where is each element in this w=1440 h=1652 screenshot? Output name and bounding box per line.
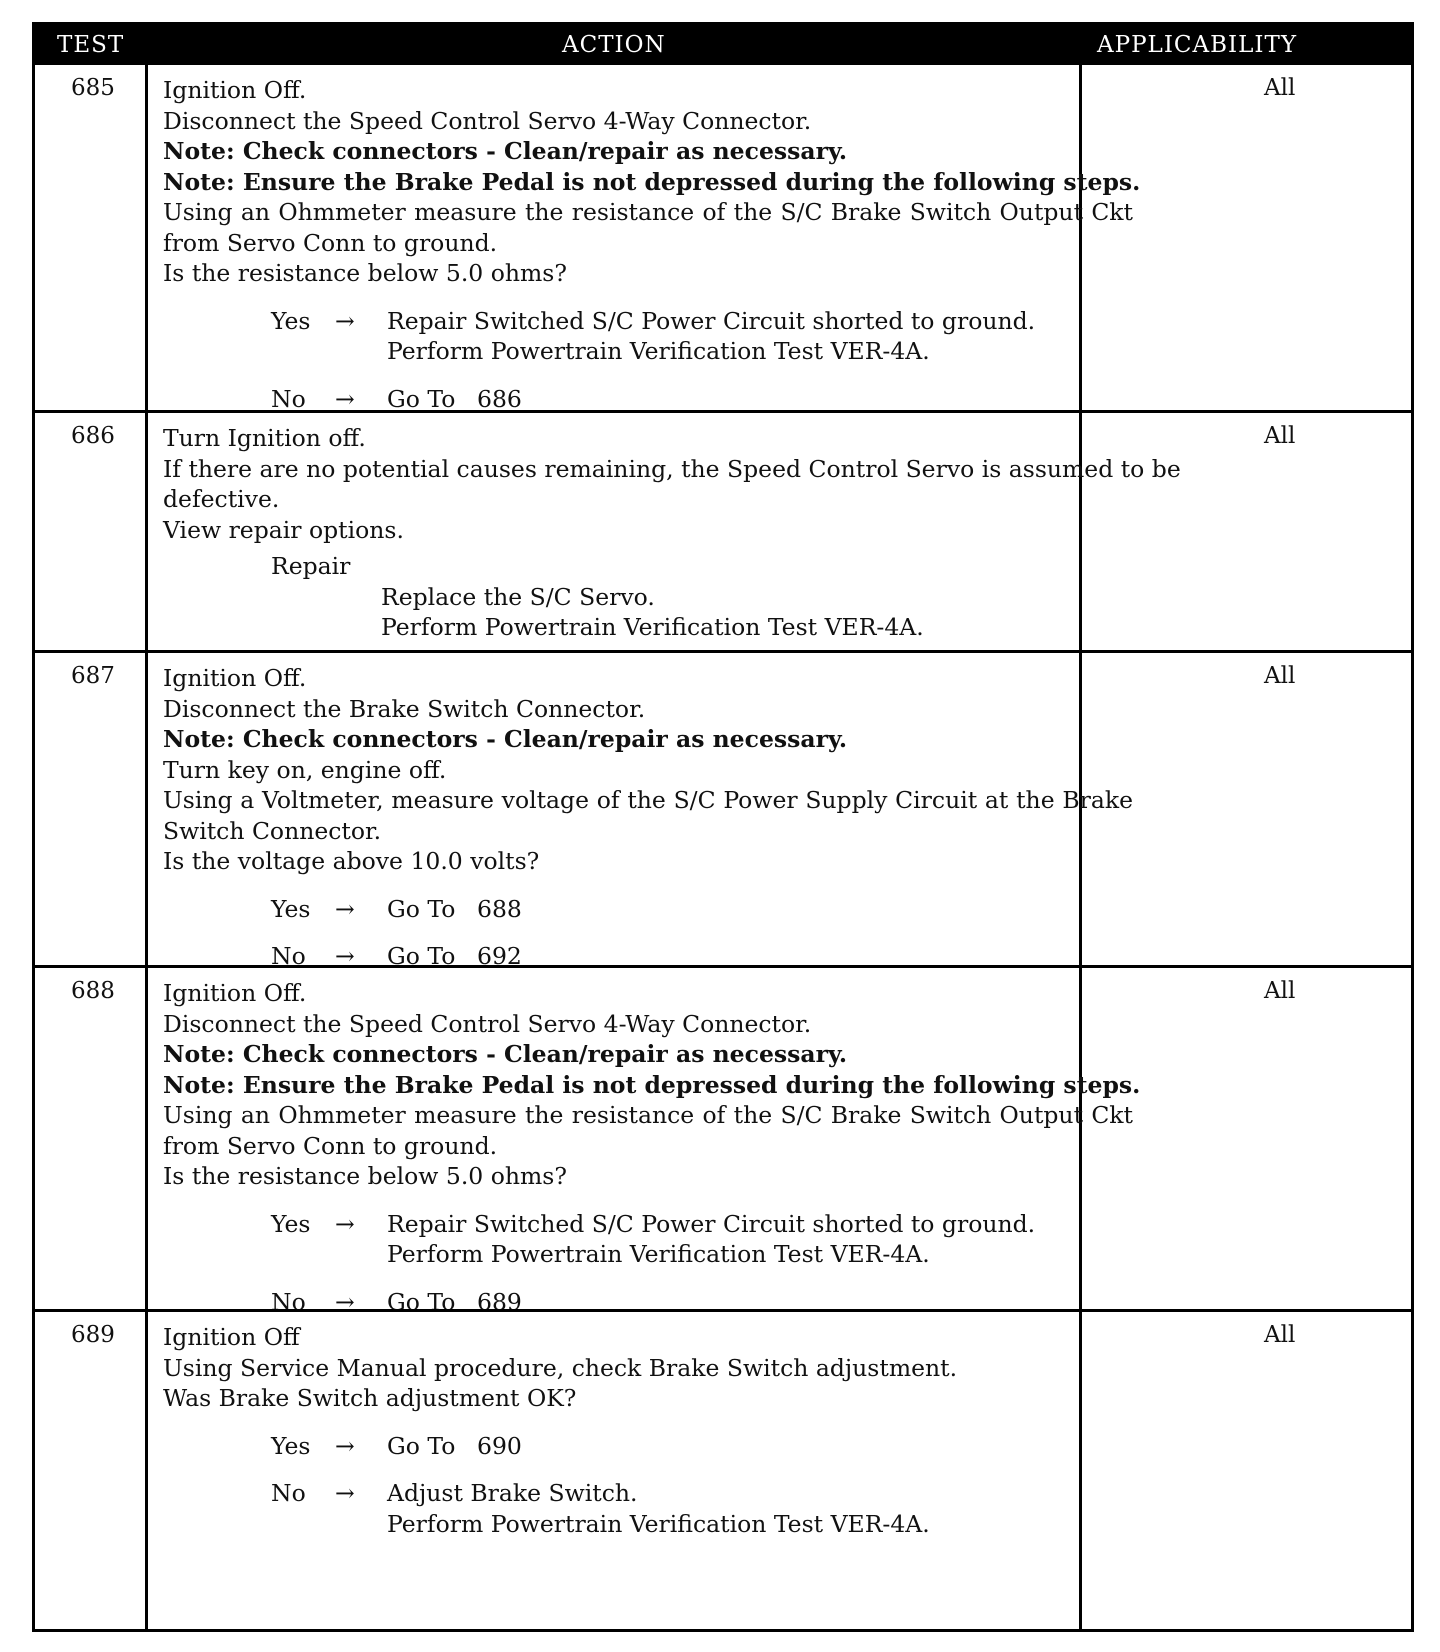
no-branch <box>163 1478 1133 1509</box>
action-line: Switch Connector. <box>163 816 382 845</box>
diagnostic-table <box>32 22 1414 1632</box>
test-number: 686 <box>71 423 115 449</box>
repair-text: Replace the S/C Servo. <box>381 582 655 611</box>
goto-target: 689 <box>477 1287 522 1316</box>
action-line: defective. <box>163 485 280 513</box>
action-line: Turn key on, engine off. <box>163 755 447 784</box>
action-line: Disconnect the Speed Control Servo 4-Way Connector. <box>163 1009 812 1038</box>
goto-label: Go To <box>387 1287 456 1316</box>
question: Was Brake Switch adjustment OK? <box>163 1384 577 1412</box>
action-line: Using Service Manual procedure, check Brake Switch adjustment. <box>163 1353 958 1382</box>
result-text: Perform Powertrain Verification Test VER-4A. <box>387 337 930 365</box>
note: Note: Ensure the Brake Pedal is not depressed during the following steps. <box>163 167 1141 196</box>
arrow-icon: → <box>335 1209 355 1238</box>
table-row-689 <box>35 1309 1411 1629</box>
arrow-icon: → <box>335 1287 355 1316</box>
arrow-icon: → <box>335 1431 355 1460</box>
arrow-icon: → <box>335 894 355 923</box>
action-line: Disconnect the Brake Switch Connector. <box>163 694 646 723</box>
action-line: Turn Ignition off. <box>163 424 366 452</box>
test-number: 689 <box>71 1322 115 1348</box>
result-text: Repair Switched S/C Power Circuit shorted to ground. <box>387 1209 1036 1238</box>
note: Note: Check connectors - Clean/repair as necessary. <box>163 1040 848 1068</box>
yes-label: Yes <box>271 1431 311 1460</box>
table-row-688 <box>35 965 1411 1316</box>
action-line: Ignition Off <box>163 1323 300 1351</box>
table-row-685 <box>35 65 1411 413</box>
table-row-687 <box>35 650 1411 970</box>
action-line: Using an Ohmmeter measure the resistance of the S/C Brake Switch Output Ckt <box>163 198 1133 226</box>
result-text: Repair Switched S/C Power Circuit shorted to ground. <box>387 306 1036 335</box>
action-cell <box>163 75 1141 414</box>
repair-label: Repair <box>271 552 351 580</box>
no-label: No <box>271 942 306 970</box>
action-line: Using a Voltmeter, measure voltage of the S/C Power Supply Circuit at the Brake <box>163 786 1133 814</box>
action-cell <box>163 663 1133 972</box>
action-line: from Servo Conn to ground. <box>163 228 498 257</box>
header-applicability: APPLICABILITY <box>1097 32 1297 58</box>
applicability-value: All <box>1264 75 1296 101</box>
test-number: 685 <box>71 75 115 101</box>
action-cell <box>163 423 1181 643</box>
goto-label: Go To <box>387 942 456 970</box>
applicability-value: All <box>1264 663 1296 689</box>
header-test: TEST <box>57 32 125 58</box>
note: Note: Ensure the Brake Pedal is not depressed during the following steps. <box>163 1070 1141 1099</box>
result-text: Perform Powertrain Verification Test VER-4A. <box>387 1240 930 1268</box>
yes-branch <box>163 894 1133 925</box>
action-line: Ignition Off. <box>163 979 307 1007</box>
arrow-icon: → <box>335 384 355 413</box>
goto-target: 688 <box>477 894 522 923</box>
no-label: No <box>271 1479 306 1507</box>
applicability-value: All <box>1264 1322 1296 1348</box>
yes-branch <box>163 1209 1133 1240</box>
note: Note: Check connectors - Clean/repair as necessary. <box>163 725 848 753</box>
action-line: Disconnect the Speed Control Servo 4-Way Connector. <box>163 106 812 135</box>
yes-label: Yes <box>271 306 311 335</box>
arrow-icon: → <box>335 942 355 970</box>
applicability-value: All <box>1264 423 1296 449</box>
yes-label: Yes <box>271 894 311 923</box>
question: Is the resistance below 5.0 ohms? <box>163 259 567 287</box>
repair-label-row <box>163 551 1133 582</box>
applicability-value: All <box>1264 978 1296 1004</box>
yes-branch <box>163 306 1133 337</box>
question: Is the voltage above 10.0 volts? <box>163 847 540 875</box>
arrow-icon: → <box>335 1479 355 1507</box>
test-number: 688 <box>71 978 115 1004</box>
action-line: If there are no potential causes remaining, the Speed Control Servo is assumed to be <box>163 454 1181 483</box>
result-text: Perform Powertrain Verification Test VER-4A. <box>387 1509 930 1538</box>
no-label: No <box>271 1287 306 1316</box>
action-line: Ignition Off. <box>163 76 307 104</box>
goto-label: Go To <box>387 1431 456 1460</box>
action-line: from Servo Conn to ground. <box>163 1131 498 1160</box>
yes-branch <box>163 1431 1133 1462</box>
action-cell <box>163 1322 1133 1539</box>
goto-target: 686 <box>477 384 522 413</box>
action-cell <box>163 978 1141 1317</box>
table-row-686 <box>35 410 1411 650</box>
table-header <box>35 25 1411 65</box>
goto-target: 692 <box>477 942 522 970</box>
goto-label: Go To <box>387 894 456 923</box>
action-line: View repair options. <box>163 515 404 544</box>
question: Is the resistance below 5.0 ohms? <box>163 1162 567 1190</box>
repair-text: Perform Powertrain Verification Test VER-4A. <box>381 613 924 641</box>
action-line: Ignition Off. <box>163 664 307 692</box>
goto-target: 690 <box>477 1431 522 1460</box>
no-label: No <box>271 384 306 413</box>
result-text: Adjust Brake Switch. <box>387 1479 638 1507</box>
arrow-icon: → <box>335 306 355 335</box>
action-line: Using an Ohmmeter measure the resistance of the S/C Brake Switch Output Ckt <box>163 1101 1133 1129</box>
header-action: ACTION <box>562 32 666 58</box>
test-number: 687 <box>71 663 115 689</box>
goto-label: Go To <box>387 384 456 413</box>
yes-label: Yes <box>271 1209 311 1238</box>
note: Note: Check connectors - Clean/repair as necessary. <box>163 137 848 165</box>
